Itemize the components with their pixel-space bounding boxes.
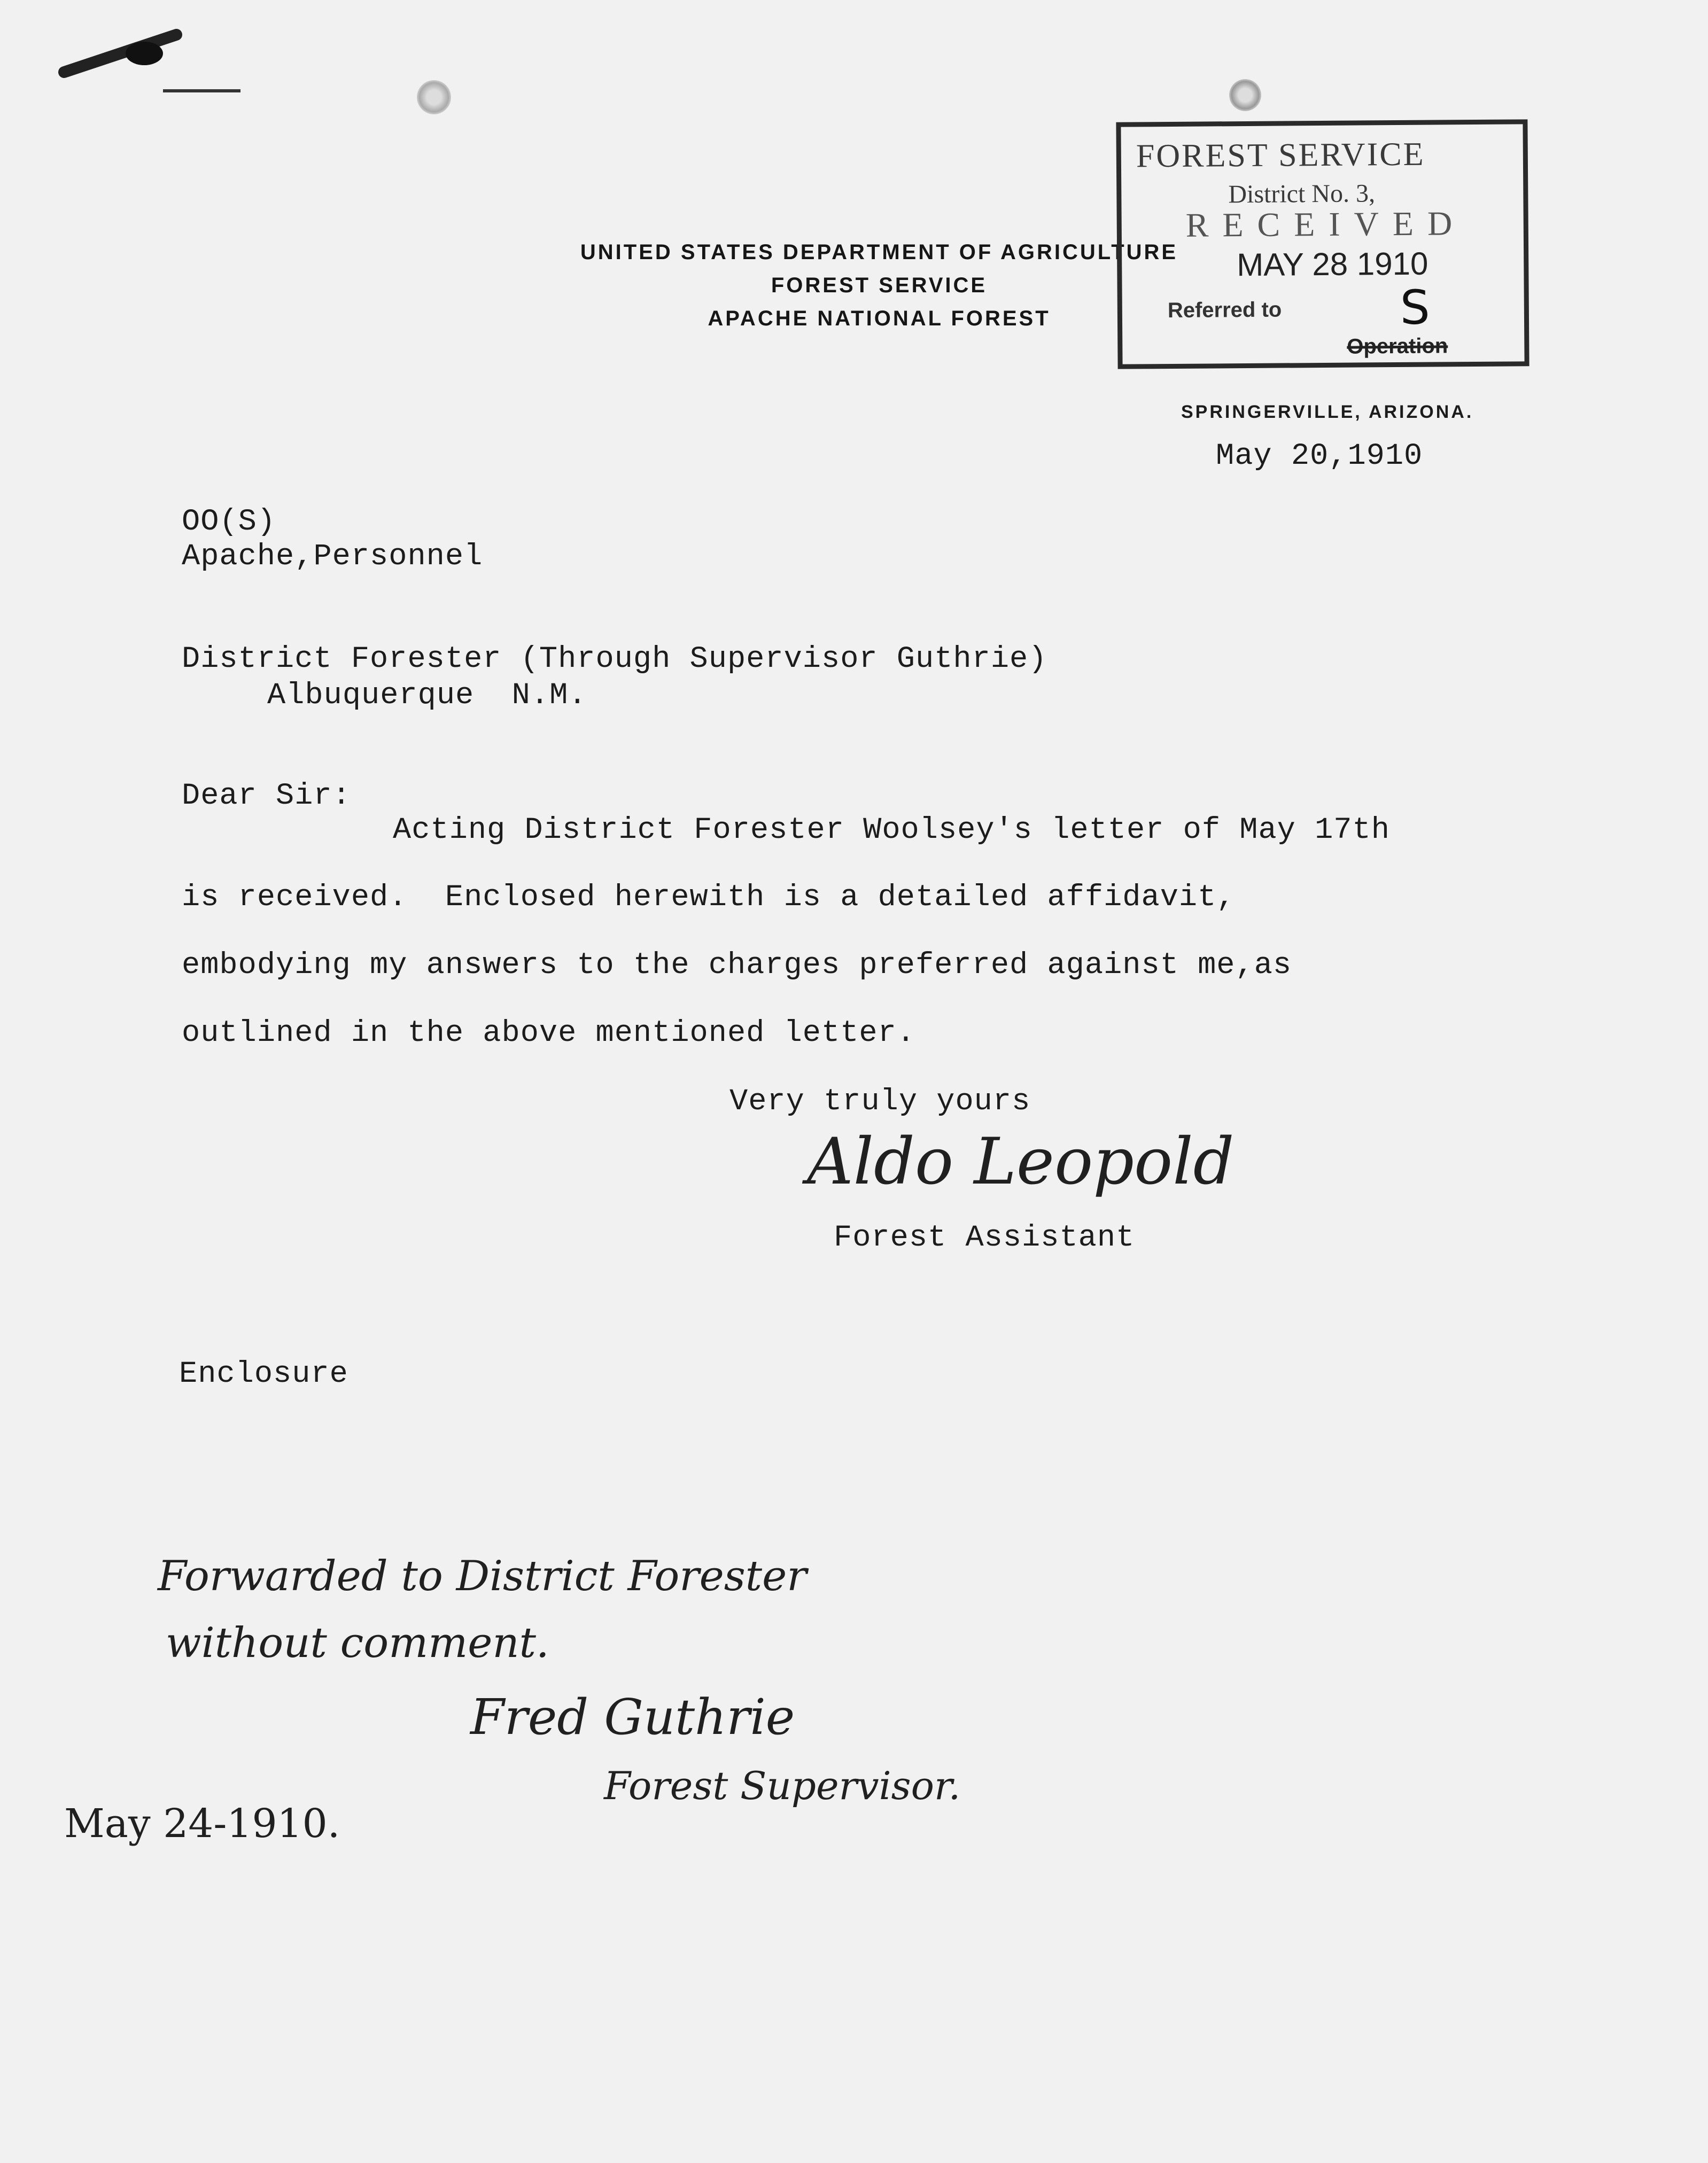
stamp-org: FOREST SERVICE — [1136, 136, 1425, 175]
received-stamp — [1116, 119, 1529, 369]
letterhead-department: UNITED STATES DEPARTMENT OF AGRICULTURE — [580, 240, 1178, 264]
addressee-line-1: District Forester (Through Supervisor Guthrie) — [182, 642, 1047, 676]
endorsement-line-1: Forwarded to District Forester — [158, 1552, 807, 1600]
body-line-1: Acting District Forester Woolsey's letter of May 17th — [393, 813, 1390, 847]
stamp-referred-label: Referred to — [1167, 298, 1282, 323]
stamp-struck-text: Operation — [1347, 334, 1448, 359]
body-line-3: embodying my answers to the charges preferred against me,as — [182, 948, 1292, 983]
letterhead-place: SPRINGERVILLE, ARIZONA. — [1181, 402, 1474, 422]
stamp-date: MAY 28 1910 — [1237, 245, 1428, 283]
stamp-received: RECEIVED — [1185, 204, 1466, 244]
file-code-line-2: Apache,Personnel — [182, 540, 483, 574]
enclosure-note: Enclosure — [179, 1357, 348, 1391]
punch-hole-left — [417, 80, 451, 114]
endorsement-line-2: without comment. — [166, 1619, 549, 1667]
salutation: Dear Sir: — [182, 779, 351, 813]
author-signature: Aldo Leopold — [807, 1125, 1235, 1199]
endorsement-date: May 24-1910. — [64, 1801, 340, 1847]
body-line-4: outlined in the above mentioned letter. — [182, 1016, 916, 1051]
letterhead-forest: APACHE NATIONAL FOREST — [708, 307, 1051, 330]
letter-date: May 20,1910 — [1216, 439, 1423, 473]
closing: Very truly yours — [729, 1085, 1031, 1119]
addressee-line-2: Albuquerque N.M. — [267, 679, 587, 713]
file-code-line-1: OO(S) — [182, 505, 276, 539]
stamp-district: District No. 3, — [1228, 179, 1376, 209]
paper-clip-mark — [53, 11, 246, 96]
endorsement-signer-title: Forest Supervisor. — [604, 1763, 961, 1808]
endorsement-signer: Fred Guthrie — [470, 1689, 795, 1746]
punch-hole-right — [1229, 79, 1261, 111]
author-title: Forest Assistant — [834, 1221, 1135, 1255]
body-line-2: is received. Enclosed herewith is a detailed affidavit, — [182, 881, 1236, 915]
stamp-referred-value: S — [1400, 279, 1431, 335]
letterhead-service: FOREST SERVICE — [771, 274, 988, 297]
